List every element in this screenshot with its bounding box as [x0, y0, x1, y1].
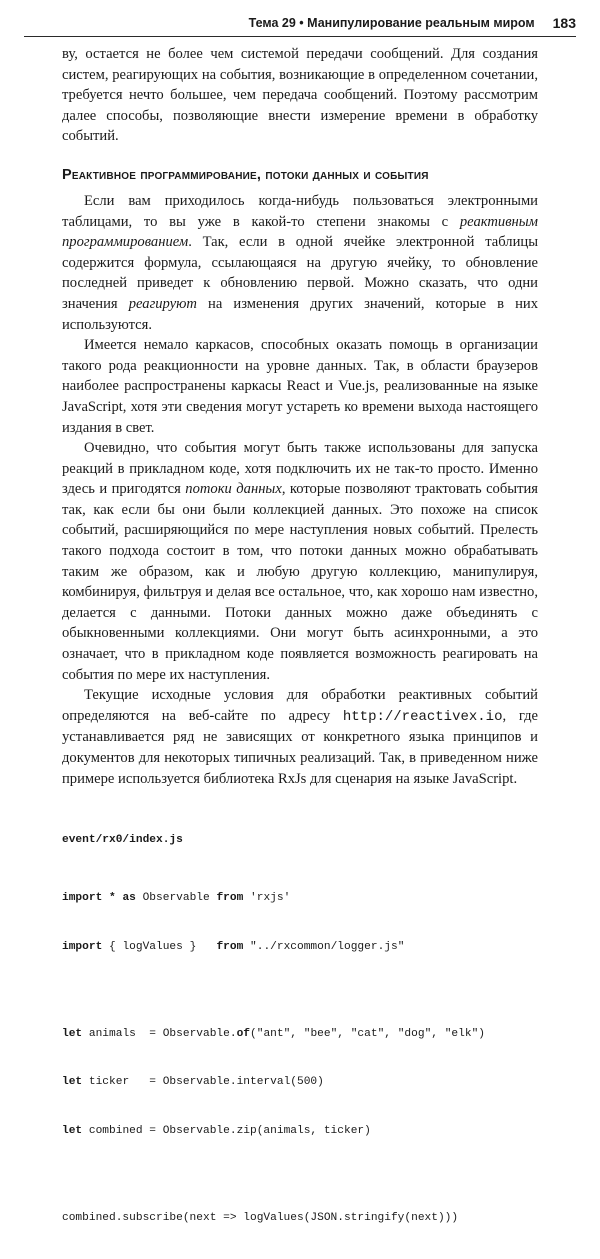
paragraph-streams [62, 438, 538, 685]
code-line-animals: let animals = Observable.of("ant", "bee", "cat", "dog", "elk") [62, 1027, 485, 1040]
page-number: 183 [552, 15, 576, 31]
code-line-combined: let combined = Observable.zip(animals, ticker) [62, 1125, 371, 1138]
code-filename: event/rx0/index.js [62, 833, 183, 846]
paragraph-reactivex [62, 685, 538, 789]
text-run: Текущие исходные условия для обработки реактивных событий определяются на веб-сайте по адресу [62, 687, 538, 724]
code-line-import-logvalues: import { logValues } from "../rxcommon/logger.js" [62, 940, 405, 953]
emphasis-term: реагируют [128, 295, 197, 312]
text-run: . Так, если в одной ячейке электронной таблицы содержится формула, ссылающаяся на другую ячейку, то обновление последней приведет к обновлению первой. Можно сказать, что одни значения [62, 234, 538, 312]
paragraph-frameworks: Имеется немало каркасов, способных оказать помощь в организации такого рода реакционности на уровне данных. Так, в области браузеров наиболее распространены каркасы React и Vue.js, реализованные на языке JavaScript, хотя эти сведения могут устареть ко времени выхода настоящего издания в свет. [62, 337, 538, 436]
reactivex-url[interactable]: http://reactivex.io [342, 708, 503, 725]
paragraph-spreadsheets [62, 191, 538, 335]
code-spacer [62, 987, 538, 993]
emphasis-term: потоки данных [185, 481, 282, 498]
code-line-subscribe: combined.subscribe(next => logValues(JSON.stringify(next))) [62, 1212, 459, 1225]
text-run: на изменения других значений, которые в них используются. [62, 295, 538, 333]
emphasis-term: реактивным программированием [62, 213, 538, 251]
code-spacer [62, 1172, 538, 1178]
body-text [62, 44, 538, 1259]
running-header [24, 10, 576, 37]
text-run: , где устанавливается ряд не зависящих от конкретного языка принципов и документов для некоторых типичных реализаций. Так, в приведенном ниже примере используется библиотека RxJs для сценария на языке JavaScript. [62, 707, 538, 787]
text-run: Очевидно, что события могут быть также использованы для запуска реакций в прикладном коде, хотя подключить их не так-то просто. Именно здесь и пригодятся [62, 440, 538, 498]
section-heading: Реактивное программирование, потоки данных и события [62, 166, 429, 183]
intro-paragraph: ву, остается не более чем системой передачи сообщений. Для создания систем, реагирующих на события, возникающие в определенном сочетании, требуется нечто большее, чем передача сообщений. Поэтому рассмотрим далее способы, позволяющие внести измерение времени в обработку событий. [62, 46, 538, 145]
text-run: , которые позволяют трактовать события так, как если бы они были коллекцией данных. Это похоже на список событий, расширяющийся по мере наступления новых событий. Прелесть такого подхода состоит в том, что потоки данных можно обрабатывать таким же образом, как и любую другую коллекцию, манипулируя, комбинируя, фильтруя и делая все остальное, что, как хорошо нам известно, делается с данными. Потоки данных можно даже объединять с обыкновенными коллекциями. Они могут быть асинхронными, а это означает, что в прикладном коде появляется возможность реагировать на события по мере их наступления. [62, 481, 538, 683]
text-run: Если вам приходилось когда-нибудь пользоваться электронными таблицами, то вы уже в какой-то степени знакомы с [62, 192, 538, 230]
code-listing [62, 799, 538, 1258]
code-line-import-observable: import * as Observable from 'rxjs' [62, 892, 291, 905]
code-line-ticker: let ticker = Observable.interval(500) [62, 1076, 324, 1089]
chapter-title: Тема 29 • Манипулирование реальным миром [248, 16, 535, 30]
